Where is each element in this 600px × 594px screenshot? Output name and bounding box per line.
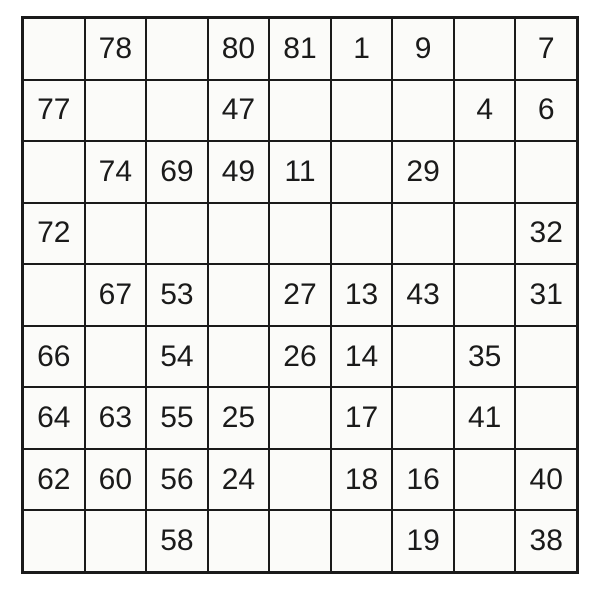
grid-cell-empty[interactable] bbox=[24, 511, 84, 571]
grid-cell-empty[interactable] bbox=[270, 388, 330, 448]
grid-cell-empty[interactable] bbox=[393, 204, 453, 264]
grid-cell-given: 40 bbox=[516, 450, 576, 510]
grid-cell-empty[interactable] bbox=[147, 19, 207, 79]
grid-cell-empty[interactable] bbox=[209, 511, 269, 571]
grid-cell-given: 4 bbox=[455, 81, 515, 141]
grid-cell-empty[interactable] bbox=[455, 142, 515, 202]
grid-cell-given: 41 bbox=[455, 388, 515, 448]
grid-cell-given: 63 bbox=[86, 388, 146, 448]
grid-cell-empty[interactable] bbox=[270, 204, 330, 264]
grid-cell-given: 43 bbox=[393, 265, 453, 325]
grid-cell-given: 77 bbox=[24, 81, 84, 141]
grid-cell-given: 60 bbox=[86, 450, 146, 510]
grid-cell-given: 29 bbox=[393, 142, 453, 202]
grid-cell-given: 53 bbox=[147, 265, 207, 325]
grid-cell-empty[interactable] bbox=[455, 19, 515, 79]
grid-cell-empty[interactable] bbox=[455, 204, 515, 264]
grid-cell-given: 72 bbox=[24, 204, 84, 264]
grid-cell-given: 16 bbox=[393, 450, 453, 510]
grid-cell-empty[interactable] bbox=[393, 81, 453, 141]
grid-cell-given: 25 bbox=[209, 388, 269, 448]
grid-cell-given: 18 bbox=[332, 450, 392, 510]
grid-cell-given: 32 bbox=[516, 204, 576, 264]
grid-cell-empty[interactable] bbox=[455, 265, 515, 325]
grid-cell-given: 81 bbox=[270, 19, 330, 79]
grid-cell-given: 64 bbox=[24, 388, 84, 448]
grid-cell-empty[interactable] bbox=[24, 265, 84, 325]
grid-cell-empty[interactable] bbox=[86, 327, 146, 387]
grid-cell-given: 49 bbox=[209, 142, 269, 202]
grid-cell-empty[interactable] bbox=[393, 388, 453, 448]
grid-cell-empty[interactable] bbox=[270, 81, 330, 141]
grid-cell-empty[interactable] bbox=[455, 450, 515, 510]
grid-cell-empty[interactable] bbox=[270, 450, 330, 510]
grid-cell-empty[interactable] bbox=[332, 511, 392, 571]
grid-cell-given: 38 bbox=[516, 511, 576, 571]
grid-cell-given: 7 bbox=[516, 19, 576, 79]
grid-cell-given: 24 bbox=[209, 450, 269, 510]
grid-cell-given: 17 bbox=[332, 388, 392, 448]
grid-cell-empty[interactable] bbox=[516, 327, 576, 387]
grid-cell-given: 14 bbox=[332, 327, 392, 387]
grid-cell-given: 55 bbox=[147, 388, 207, 448]
grid-cell-empty[interactable] bbox=[86, 81, 146, 141]
grid-cell-empty[interactable] bbox=[393, 327, 453, 387]
grid-cell-given: 9 bbox=[393, 19, 453, 79]
grid-cell-given: 35 bbox=[455, 327, 515, 387]
grid-cell-given: 47 bbox=[209, 81, 269, 141]
grid-cell-given: 19 bbox=[393, 511, 453, 571]
grid-cell-empty[interactable] bbox=[516, 388, 576, 448]
grid-cell-empty[interactable] bbox=[147, 81, 207, 141]
grid-cell-given: 67 bbox=[86, 265, 146, 325]
grid-cell-empty[interactable] bbox=[332, 142, 392, 202]
grid-cell-given: 26 bbox=[270, 327, 330, 387]
grid-cell-empty[interactable] bbox=[516, 142, 576, 202]
grid-cell-empty[interactable] bbox=[332, 204, 392, 264]
grid-cell-given: 56 bbox=[147, 450, 207, 510]
grid-cell-empty[interactable] bbox=[24, 142, 84, 202]
grid-cell-given: 31 bbox=[516, 265, 576, 325]
grid-cell-given: 69 bbox=[147, 142, 207, 202]
grid-cell-given: 11 bbox=[270, 142, 330, 202]
grid-cell-given: 13 bbox=[332, 265, 392, 325]
grid-cell-empty[interactable] bbox=[86, 511, 146, 571]
grid-cell-given: 58 bbox=[147, 511, 207, 571]
grid-cell-empty[interactable] bbox=[332, 81, 392, 141]
grid-cell-given: 54 bbox=[147, 327, 207, 387]
grid-cell-empty[interactable] bbox=[455, 511, 515, 571]
grid-cell-given: 27 bbox=[270, 265, 330, 325]
grid-cell-empty[interactable] bbox=[147, 204, 207, 264]
grid-cell-given: 74 bbox=[86, 142, 146, 202]
grid-cell-given: 66 bbox=[24, 327, 84, 387]
grid-cell-empty[interactable] bbox=[86, 204, 146, 264]
grid-cell-given: 80 bbox=[209, 19, 269, 79]
grid-cell-given: 78 bbox=[86, 19, 146, 79]
grid-cell-empty[interactable] bbox=[209, 265, 269, 325]
grid-cell-given: 62 bbox=[24, 450, 84, 510]
grid-cell-empty[interactable] bbox=[209, 327, 269, 387]
grid-cell-given: 6 bbox=[516, 81, 576, 141]
grid-cell-empty[interactable] bbox=[24, 19, 84, 79]
grid-cell-given: 1 bbox=[332, 19, 392, 79]
puzzle-grid bbox=[21, 16, 579, 574]
grid-cell-empty[interactable] bbox=[209, 204, 269, 264]
grid-cell-empty[interactable] bbox=[270, 511, 330, 571]
